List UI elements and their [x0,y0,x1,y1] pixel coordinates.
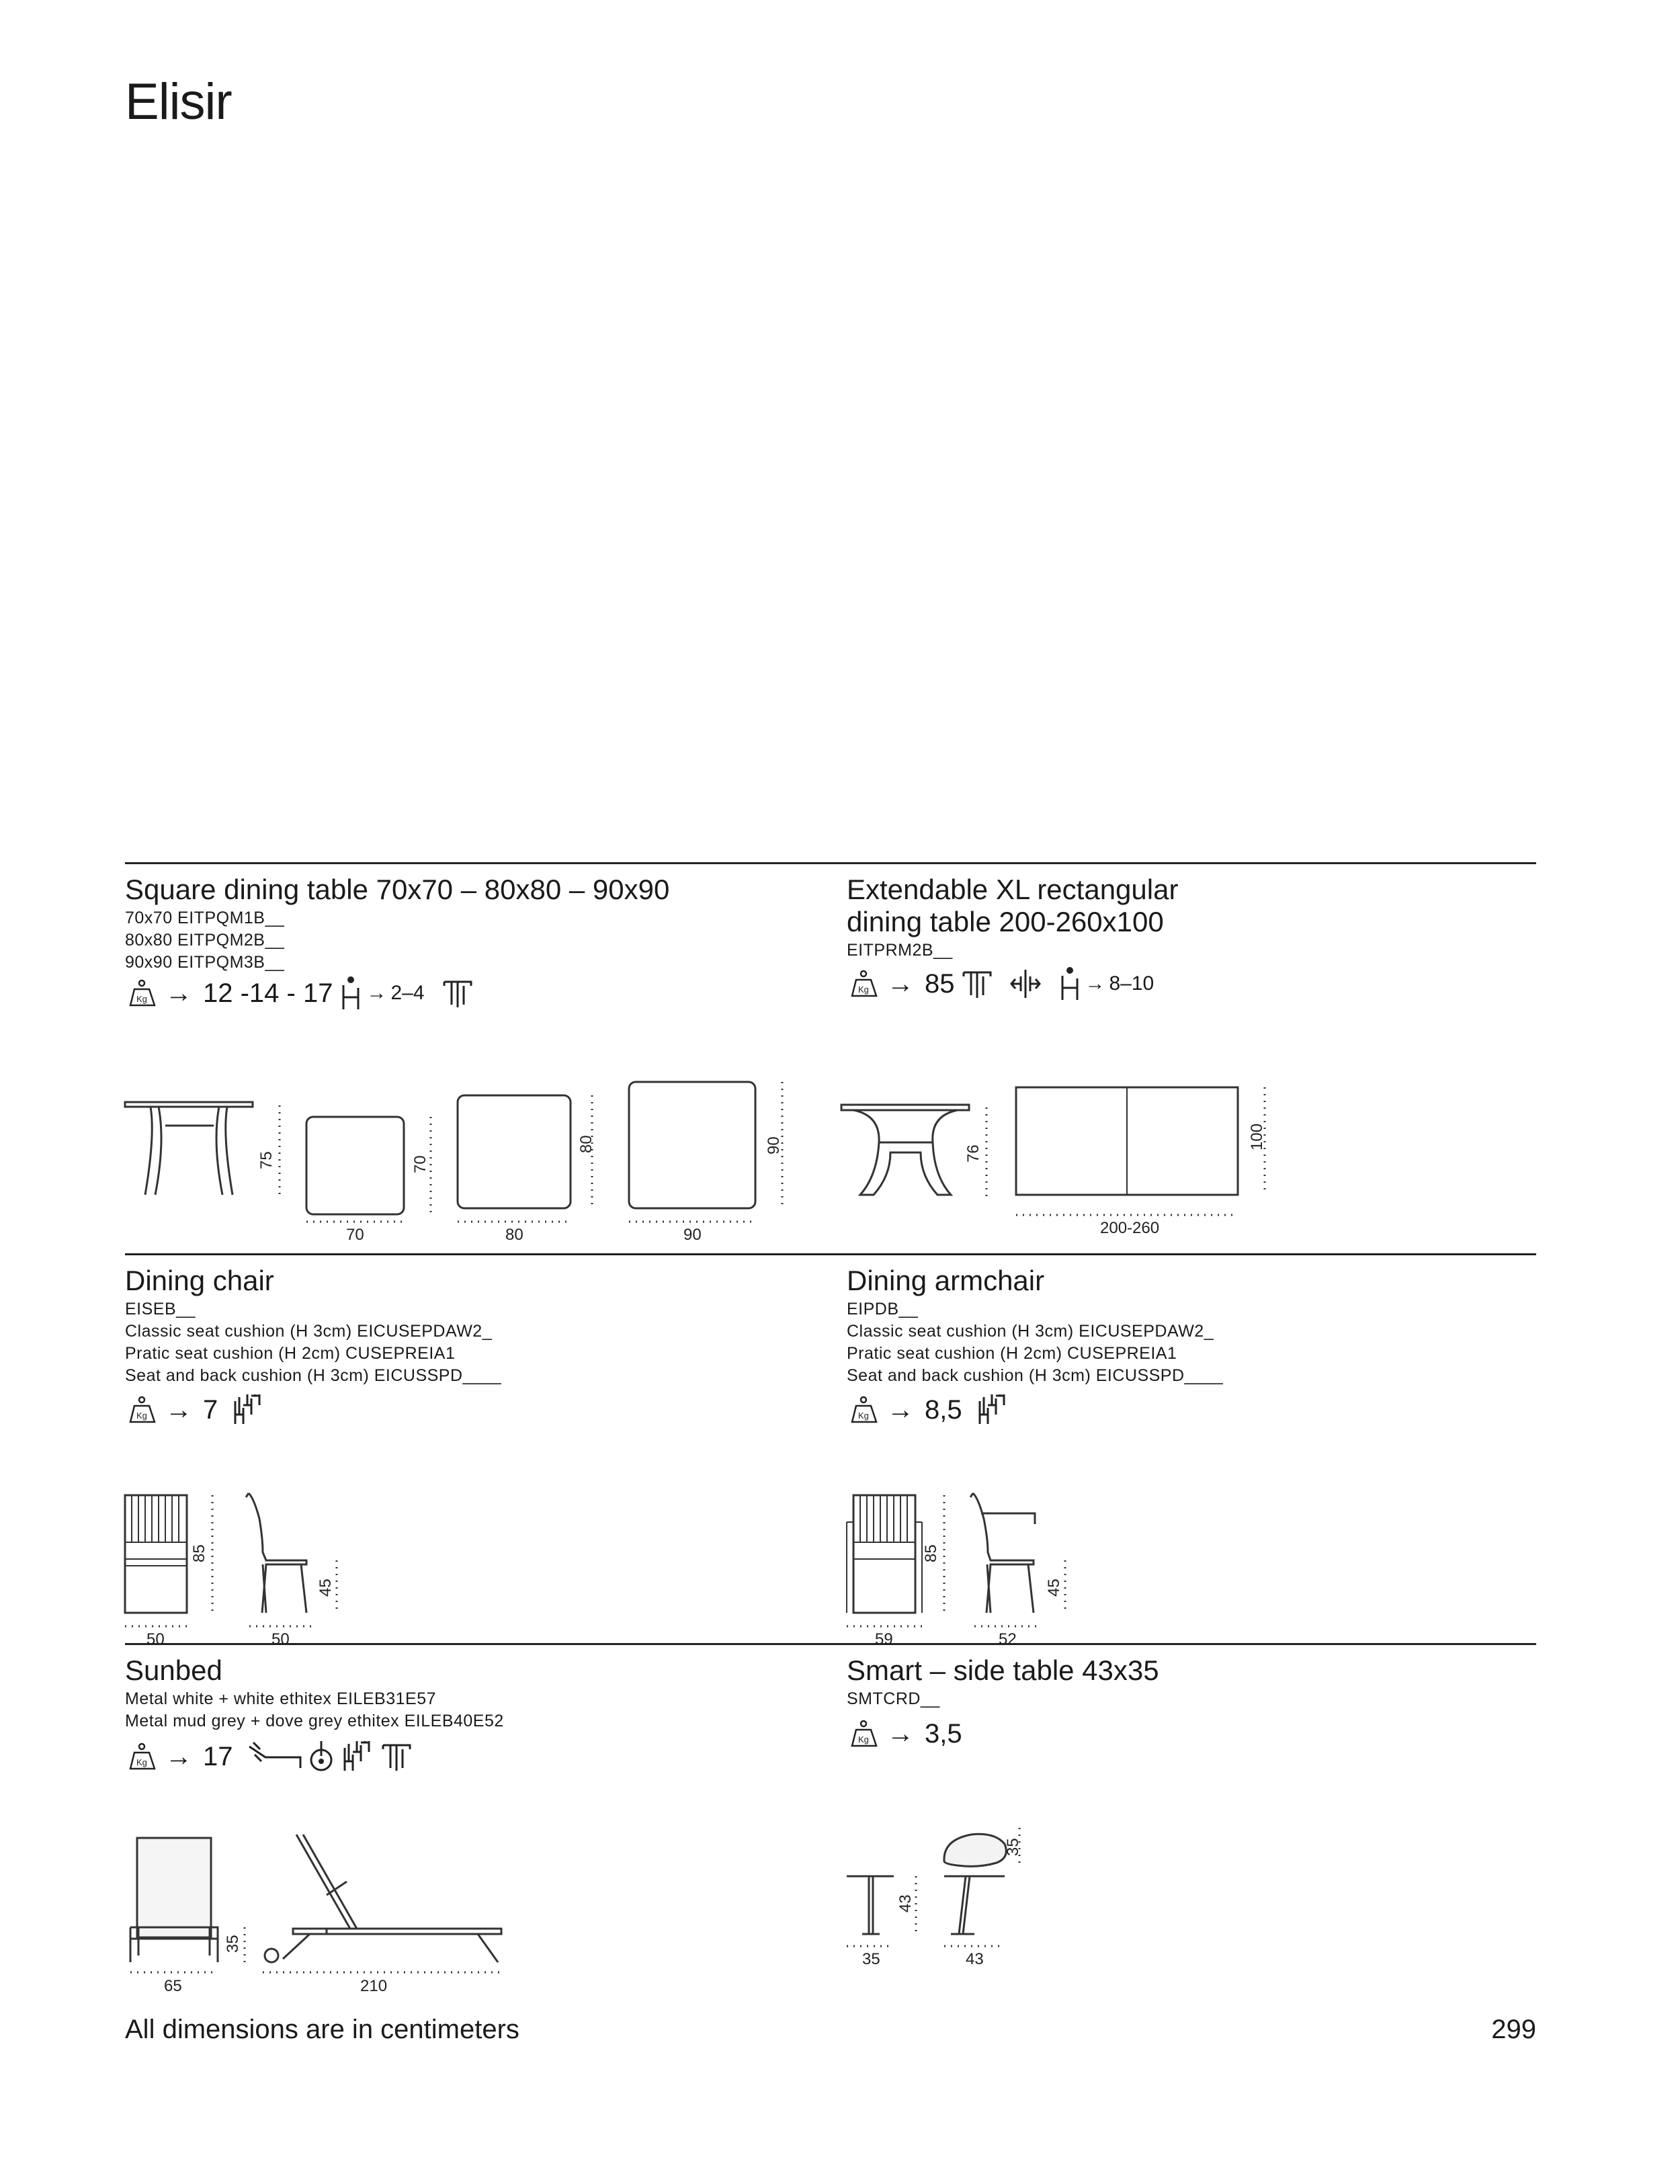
arrow-icon: → [887,1718,914,1749]
dim-label: 210 [360,1977,388,1995]
armchair-drawings [847,1485,1102,1646]
code-line: EITPRM2B__ [847,941,953,960]
side-table-title: Smart – side table 43x35 [847,1654,1159,1686]
arrow-icon: → [165,1394,192,1425]
code-line: Metal mud grey + dove grey ethitex EILEB40E52 [125,1712,504,1730]
xl-table-drawings [840,1075,1297,1250]
armchair-side-view [970,1493,1035,1613]
page-number: 299 [1491,2015,1536,2044]
weight-kg-icon [847,970,880,997]
dim-label: 50 [271,1630,290,1648]
code-line: Classic seat cushion (H 3cm) EICUSEPDAW2_ [847,1322,1214,1341]
stackable-icon [342,1741,374,1772]
dining-chair-drawings [125,1485,380,1646]
side-table-front-view [847,1876,894,1934]
seats-value: 8–10 [1109,972,1154,995]
code-line: EIPDB__ [847,1300,919,1318]
code-line: Seat and back cushion (H 3cm) EICUSSPD____ [847,1366,1224,1385]
weight-kg-icon [125,1396,159,1423]
arrow-icon: → [165,1741,192,1771]
code-line: 90x90 EITPQM3B__ [125,953,285,972]
table-top-80 [458,1095,571,1208]
square-table-side-view [125,1102,253,1195]
dim-label: 65 [164,1977,182,1995]
extendable-icon [1009,968,1042,999]
dim-label: 35 [224,1935,242,1953]
seats-value: 2–4 [390,982,425,1004]
dim-label: 43 [966,1950,984,1968]
dim-label: 45 [317,1579,335,1597]
weight-value: 3,5 [925,1718,962,1749]
code-line: EISEB__ [125,1300,196,1318]
svg-text:Kg: Kg [136,1411,147,1421]
stackable-icon [977,1394,1009,1425]
arrow-icon: → [165,978,192,1008]
armchair-front-view [847,1495,922,1613]
dim-label: 35 [862,1950,880,1968]
dining-chair-spec [125,1390,265,1430]
svg-text:Kg: Kg [136,994,147,1004]
code-line: Seat and back cushion (H 3cm) EICUSSPD____ [125,1366,502,1385]
dining-chair-title: Dining chair [125,1265,274,1296]
footer-note: All dimensions are in centimeters [125,2015,519,2044]
dim-label: 80 [505,1226,523,1244]
weight-value: 7 [203,1394,218,1425]
wheels-icon [308,1741,334,1772]
parasol-compatible-icon [962,968,993,999]
sunbed-side-view [265,1835,501,1962]
dim-label: 35 [1004,1838,1022,1856]
sunbed-drawings [125,1828,528,1996]
dim-label: 85 [922,1544,940,1562]
dim-label: 200-260 [1100,1219,1160,1237]
seats-icon [1058,966,1081,1001]
xl-table-side-view [841,1105,969,1195]
dim-label: 50 [146,1630,165,1648]
code-line: Metal white + white ethitex EILEB31E57 [125,1689,437,1708]
code-line: 80x80 EITPQM2B__ [125,931,285,950]
weight-value: 17 [203,1741,233,1771]
armchair-section [847,1265,1539,1387]
section-divider [125,862,1536,864]
reclining-icon [248,1741,302,1772]
table-top-70 [306,1117,404,1214]
dining-chair-section [125,1265,817,1387]
page-title: Elisir [125,73,232,130]
dim-label: 70 [411,1155,429,1173]
dim-label: 100 [1248,1123,1266,1150]
sunbed-front-view [130,1838,218,1962]
weight-kg-icon [847,1720,880,1747]
side-table-side-view [944,1834,1006,1934]
arrow-icon: → [366,982,387,1004]
square-table-section [125,874,817,974]
arrow-icon: → [887,968,914,999]
table-top-90 [629,1082,755,1208]
arrow-icon: → [887,1394,914,1425]
side-table-drawings [843,1814,1065,1989]
side-table-section [847,1654,1539,1710]
svg-text:Kg: Kg [858,984,869,995]
dim-label: 45 [1045,1579,1063,1597]
parasol-compatible-icon [442,978,473,1009]
dim-label: 75 [257,1151,276,1169]
xl-table-section [847,874,1539,962]
square-table-spec [125,973,473,1013]
weight-value: 85 [925,968,955,999]
square-table-drawings [125,1075,797,1257]
dim-label: 70 [346,1226,364,1244]
dim-label: 90 [683,1226,702,1244]
arrow-icon: → [1085,972,1105,995]
weight-value: 8,5 [925,1394,962,1425]
svg-text:Kg: Kg [858,1734,869,1745]
dining-chair-side-view [246,1493,306,1613]
dim-label: 80 [577,1135,595,1153]
side-table-spec [847,1714,969,1754]
armchair-spec [847,1390,1009,1430]
dim-label: 76 [964,1144,982,1163]
sunbed-title: Sunbed [125,1654,222,1686]
dim-label: 43 [896,1894,915,1913]
stackable-icon [233,1394,265,1425]
square-table-title: Square dining table 70x70 – 80x80 – 90x90 [125,874,670,905]
code-line: SMTCRD__ [847,1689,940,1708]
dim-label: 59 [875,1630,893,1648]
weight-value: 12 -14 - 17 [203,978,333,1008]
weight-kg-icon [125,980,159,1007]
code-line: Classic seat cushion (H 3cm) EICUSEPDAW2_ [125,1322,493,1341]
sunbed-section [125,1654,817,1732]
weight-kg-icon [847,1396,880,1423]
sunbed-spec [125,1736,412,1777]
parasol-compatible-icon [381,1741,412,1772]
seats-icon [339,976,362,1011]
dining-chair-front-view [125,1495,187,1613]
dim-label: 85 [190,1544,208,1562]
code-line: 70x70 EITPQM1B__ [125,909,285,927]
svg-text:Kg: Kg [858,1411,869,1421]
code-line: Pratic seat cushion (H 2cm) CUSEPREIA1 [847,1344,1177,1363]
xl-table-title: Extendable XL rectangular dining table 200-260x100 [847,874,1179,937]
xl-table-spec [847,964,1154,1004]
weight-kg-icon [125,1743,159,1770]
dim-label: 52 [999,1630,1017,1648]
svg-text:Kg: Kg [136,1757,147,1767]
armchair-title: Dining armchair [847,1265,1045,1296]
code-line: Pratic seat cushion (H 2cm) CUSEPREIA1 [125,1344,456,1363]
dim-label: 90 [765,1136,783,1154]
